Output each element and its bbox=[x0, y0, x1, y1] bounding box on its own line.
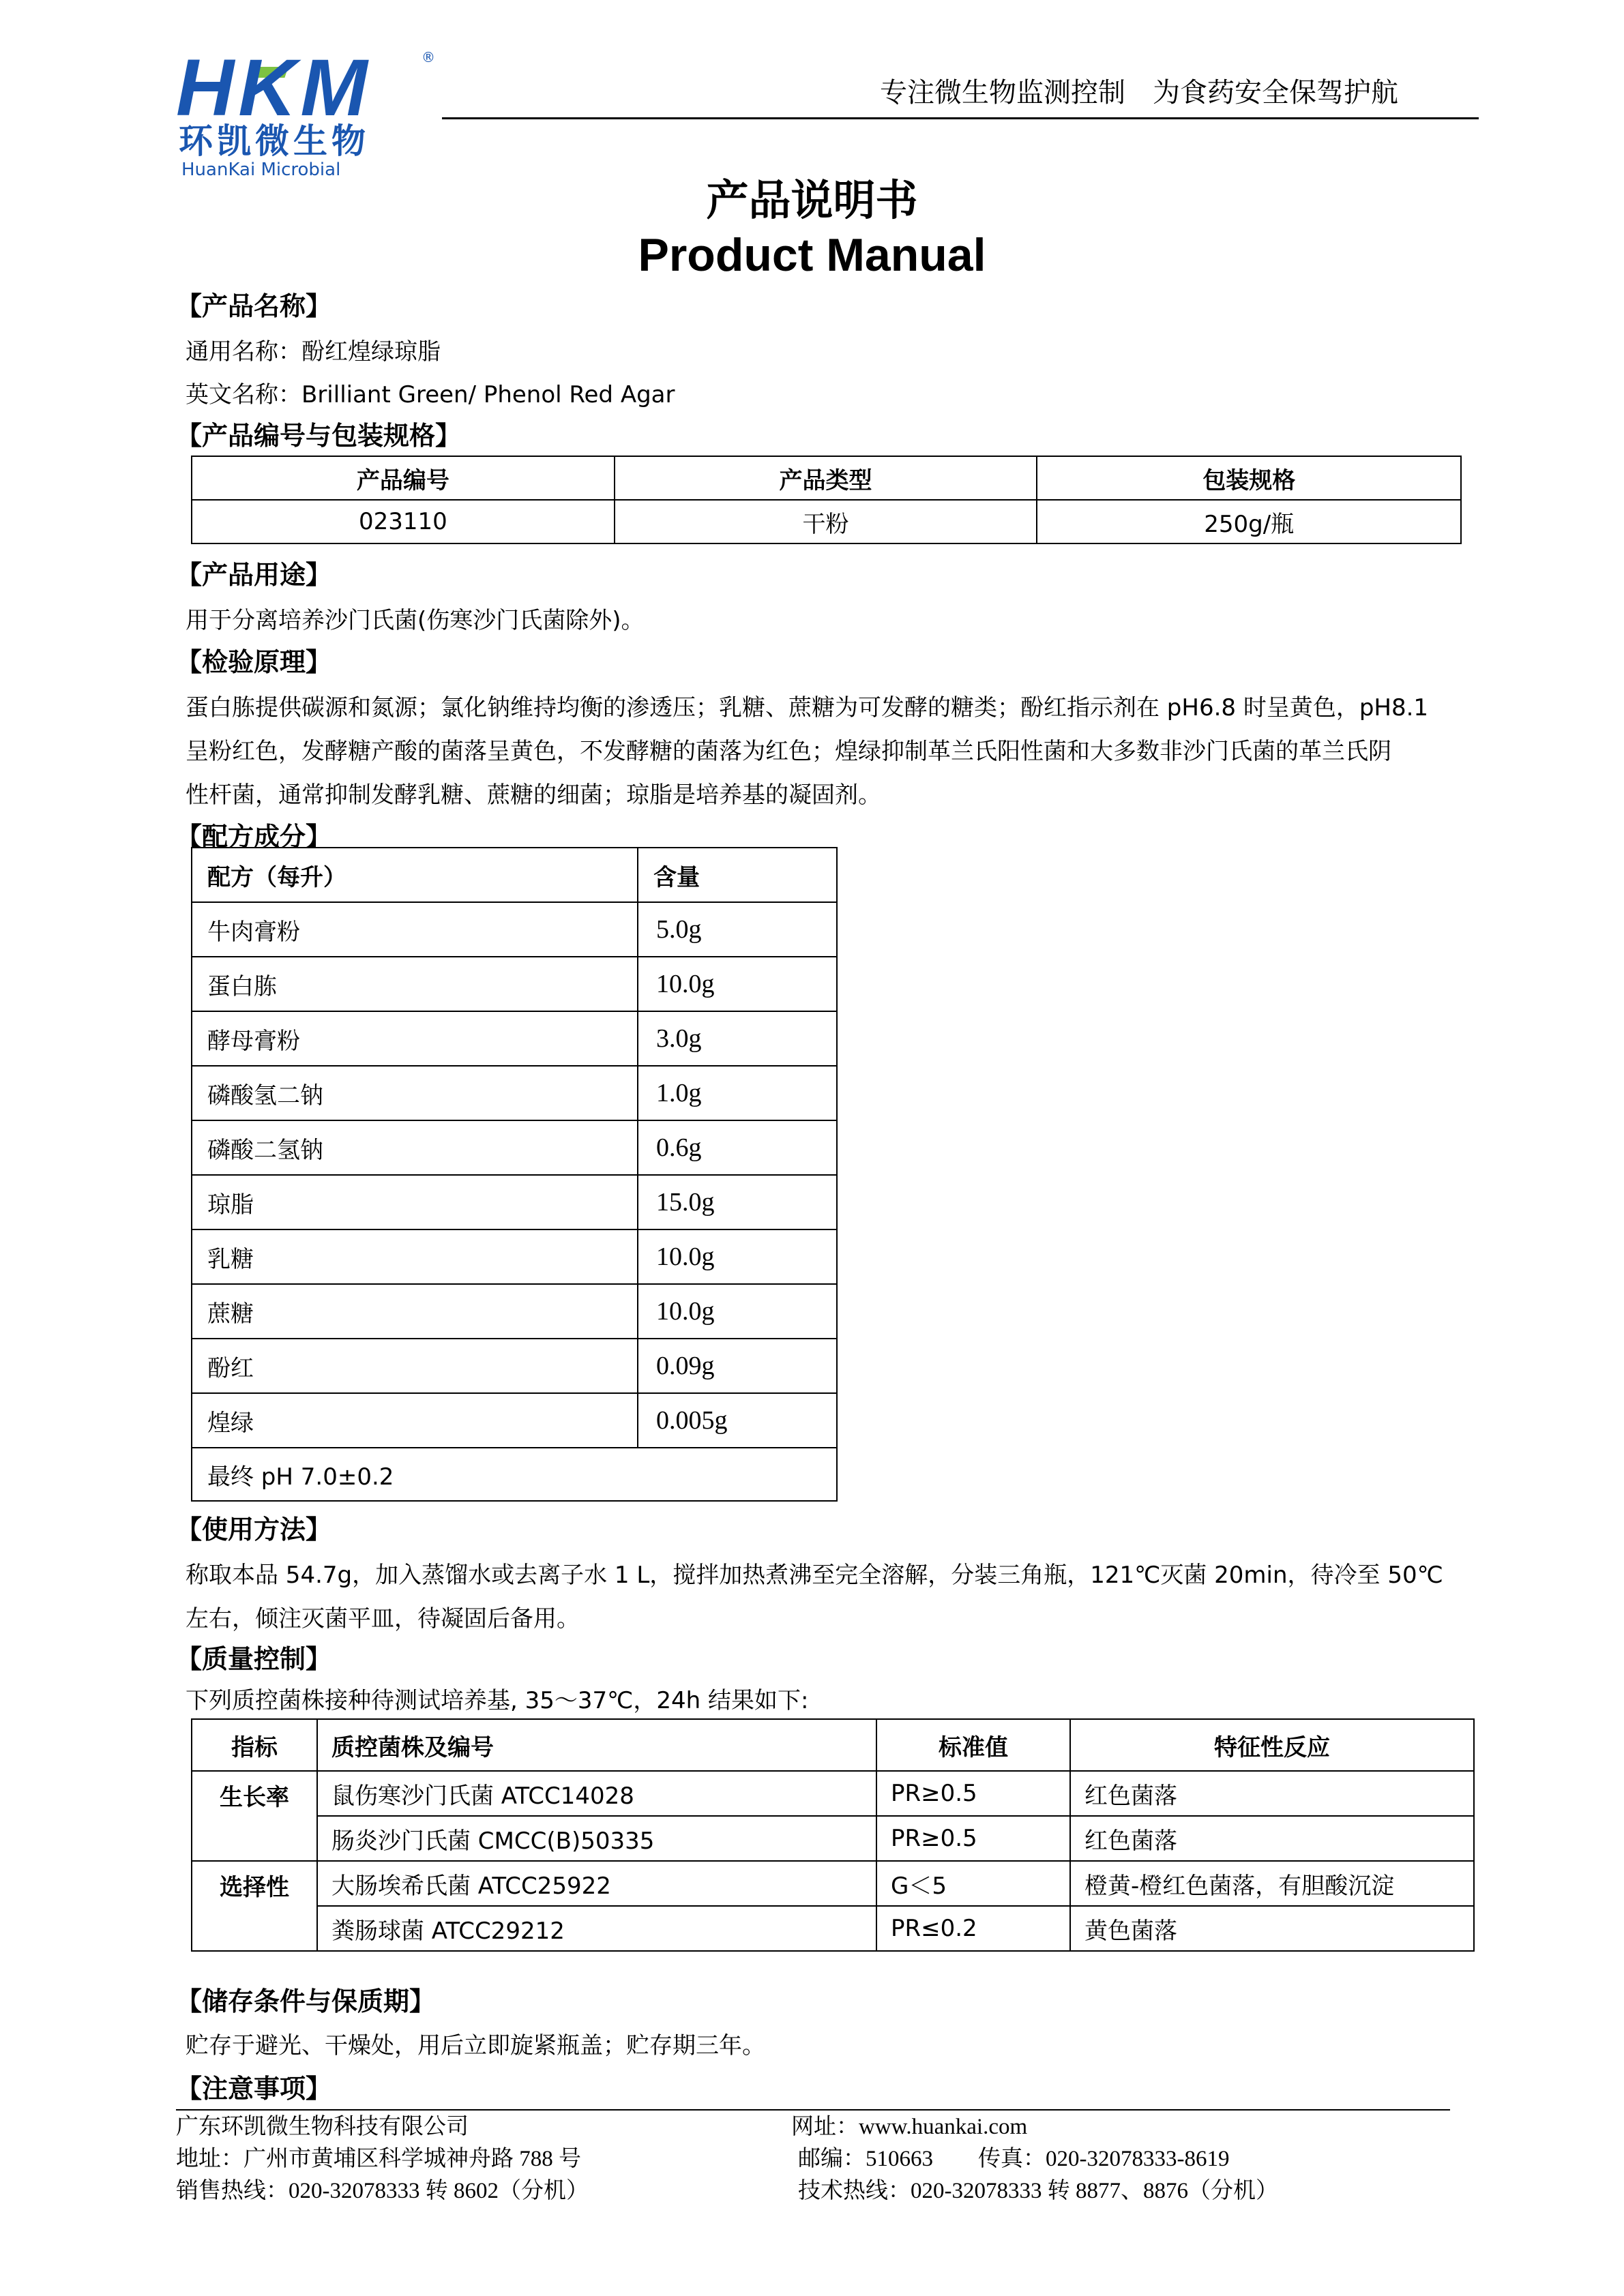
section-heading-packaging: 【产品编号与包装规格】 bbox=[176, 421, 462, 451]
ingredient-name: 牛肉膏粉 bbox=[192, 902, 638, 957]
qc-strain: 鼠伤寒沙门氏菌 ATCC14028 bbox=[317, 1771, 876, 1816]
qc-reaction: 黄色菌落 bbox=[1070, 1906, 1474, 1951]
footer-divider bbox=[176, 2109, 1450, 2111]
table-row bbox=[192, 1284, 837, 1339]
section-heading-quality-control: 【质量控制】 bbox=[176, 1644, 332, 1674]
qc-strain: 粪肠球菌 ATCC29212 bbox=[317, 1906, 876, 1951]
ingredient-amount: 15.0g bbox=[638, 1175, 837, 1229]
ingredient-name: 蔗糖 bbox=[192, 1284, 638, 1339]
section-heading-storage: 【储存条件与保质期】 bbox=[176, 1986, 436, 2016]
column-header: 特征性反应 bbox=[1070, 1719, 1474, 1771]
qc-standard: PR≥0.5 bbox=[876, 1771, 1070, 1816]
ingredient-name: 蛋白胨 bbox=[192, 957, 638, 1011]
ingredient-amount: 0.6g bbox=[638, 1120, 837, 1175]
principle-paragraph bbox=[186, 686, 1481, 817]
qc-strain: 大肠埃希氏菌 ATCC25922 bbox=[317, 1861, 876, 1906]
package-size: 250g/瓶 bbox=[1037, 500, 1461, 543]
storage-text: 贮存于避光、干燥处，用后立即旋紧瓶盖；贮存期三年。 bbox=[186, 2032, 765, 2059]
quality-control-table bbox=[191, 1718, 1475, 1952]
table-row bbox=[192, 1120, 837, 1175]
title-english: Product Manual bbox=[638, 229, 986, 281]
table-row bbox=[192, 1175, 837, 1229]
table-row bbox=[192, 1393, 837, 1448]
footer-company: 广东环凯微生物科技有限公司 bbox=[176, 2115, 469, 2139]
company-logo bbox=[176, 43, 449, 180]
section-heading-principle: 【检验原理】 bbox=[176, 647, 332, 677]
column-header: 质控菌株及编号 bbox=[317, 1719, 876, 1771]
qc-standard: G＜5 bbox=[876, 1861, 1070, 1906]
qc-reaction: 红色菌落 bbox=[1070, 1816, 1474, 1861]
ingredient-name: 磷酸氢二钠 bbox=[192, 1066, 638, 1120]
section-heading-notes: 【注意事项】 bbox=[176, 2074, 332, 2104]
final-ph: 最终 pH 7.0±0.2 bbox=[192, 1448, 837, 1501]
table-row bbox=[192, 1011, 837, 1066]
section-heading-product-name: 【产品名称】 bbox=[176, 291, 332, 321]
ingredient-amount: 0.005g bbox=[638, 1393, 837, 1448]
title-chinese: 产品说明书 bbox=[706, 175, 918, 225]
column-header: 产品编号 bbox=[192, 456, 615, 500]
registered-mark: ® bbox=[422, 49, 435, 65]
table-row bbox=[192, 1861, 1474, 1906]
table-row bbox=[192, 1906, 1474, 1951]
table-row bbox=[192, 1066, 837, 1120]
principle-line: 呈粉红色，发酵糖产酸的菌落呈黄色，不发酵糖的菌落为红色；煌绿抑制革兰氏阳性菌和大多数非沙门氏菌的革兰氏阴 bbox=[186, 738, 1391, 765]
qc-strain: 肠炎沙门氏菌 CMCC(B)50335 bbox=[317, 1816, 876, 1861]
table-header-row bbox=[192, 456, 1461, 500]
column-header: 配方（每升） bbox=[192, 848, 638, 902]
column-header: 产品类型 bbox=[615, 456, 1037, 500]
table-row bbox=[192, 1771, 1474, 1816]
ingredient-amount: 3.0g bbox=[638, 1011, 837, 1066]
ingredient-name: 煌绿 bbox=[192, 1393, 638, 1448]
section-heading-method: 【使用方法】 bbox=[176, 1515, 332, 1545]
common-name: 通用名称：酚红煌绿琼脂 bbox=[186, 338, 441, 366]
formula-table bbox=[191, 847, 838, 1502]
qc-standard: PR≥0.5 bbox=[876, 1816, 1070, 1861]
footer-address: 地址：广州市黄埔区科学城神舟路 788 号 bbox=[176, 2147, 581, 2171]
footer-sales-hotline: 销售热线：020-32078333 转 8602（分机） bbox=[176, 2179, 589, 2203]
ingredient-name: 酚红 bbox=[192, 1339, 638, 1393]
footer-website: 网址：www.huankai.com bbox=[791, 2115, 1028, 2139]
qc-group-label: 生长率 bbox=[192, 1771, 317, 1861]
column-header: 标准值 bbox=[876, 1719, 1070, 1771]
qc-group-label: 选择性 bbox=[192, 1861, 317, 1951]
packaging-table bbox=[191, 456, 1462, 544]
table-row bbox=[192, 1816, 1474, 1861]
ingredient-amount: 10.0g bbox=[638, 1284, 837, 1339]
table-row bbox=[192, 1229, 837, 1284]
product-type: 干粉 bbox=[615, 500, 1037, 543]
logo-letters: HKM bbox=[176, 43, 372, 133]
section-heading-usage: 【产品用途】 bbox=[176, 560, 332, 590]
method-line: 左右，倾注灭菌平皿，待凝固后备用。 bbox=[186, 1605, 580, 1632]
footer-postcode-fax: 邮编：510663 传真：020-32078333-8619 bbox=[798, 2147, 1230, 2171]
ingredient-name: 乳糖 bbox=[192, 1229, 638, 1284]
table-row bbox=[192, 500, 1461, 543]
column-header: 指标 bbox=[192, 1719, 317, 1771]
ingredient-amount: 10.0g bbox=[638, 957, 837, 1011]
principle-line: 蛋白胨提供碳源和氮源；氯化钠维持均衡的渗透压；乳糖、蔗糖为可发酵的糖类；酚红指示剂在 pH6.8 时呈黄色，pH8.1 bbox=[186, 694, 1429, 721]
method-paragraph bbox=[186, 1553, 1481, 1641]
table-row bbox=[192, 957, 837, 1011]
qc-reaction: 橙黄-橙红色菌落，有胆酸沉淀 bbox=[1070, 1861, 1474, 1906]
ingredient-amount: 5.0g bbox=[638, 902, 837, 957]
qc-intro: 下列质控菌株接种待测试培养基, 35～37℃，24h 结果如下: bbox=[186, 1687, 809, 1714]
english-name: 英文名称：Brilliant Green/ Phenol Red Agar bbox=[186, 381, 675, 408]
usage-text: 用于分离培养沙门氏菌(伤寒沙门氏菌除外)。 bbox=[186, 607, 645, 634]
logo-chinese-name: 环凯微生物 bbox=[179, 121, 370, 161]
column-header: 包装规格 bbox=[1037, 456, 1461, 500]
ingredient-amount: 0.09g bbox=[638, 1339, 837, 1393]
table-header-row bbox=[192, 848, 837, 902]
column-header: 含量 bbox=[638, 848, 837, 902]
qc-reaction: 红色菌落 bbox=[1070, 1771, 1474, 1816]
table-row bbox=[192, 1339, 837, 1393]
ingredient-amount: 1.0g bbox=[638, 1066, 837, 1120]
header-slogan: 专注微生物监测控制 为食药安全保驾护航 bbox=[880, 77, 1398, 108]
header-divider bbox=[442, 117, 1479, 119]
method-line: 称取本品 54.7g，加入蒸馏水或去离子水 1 L，搅拌加热煮沸至完全溶解，分装三角瓶，121℃灭菌 20min，待冷至 50℃ bbox=[186, 1562, 1443, 1589]
table-row bbox=[192, 902, 837, 957]
table-row bbox=[192, 1448, 837, 1501]
ingredient-name: 酵母膏粉 bbox=[192, 1011, 638, 1066]
principle-line: 性杆菌，通常抑制发酵乳糖、蔗糖的细菌；琼脂是培养基的凝固剂。 bbox=[186, 781, 881, 809]
table-header-row bbox=[192, 1719, 1474, 1771]
qc-standard: PR≤0.2 bbox=[876, 1906, 1070, 1951]
ingredient-name: 磷酸二氢钠 bbox=[192, 1120, 638, 1175]
ingredient-amount: 10.0g bbox=[638, 1229, 837, 1284]
logo-english-name: HuanKai Microbial bbox=[181, 160, 341, 180]
footer-tech-hotline: 技术热线：020-32078333 转 8877、8876（分机） bbox=[798, 2179, 1278, 2203]
product-code: 023110 bbox=[192, 500, 615, 543]
ingredient-name: 琼脂 bbox=[192, 1175, 638, 1229]
section-heading-formula: 【配方成分】 bbox=[176, 822, 332, 852]
